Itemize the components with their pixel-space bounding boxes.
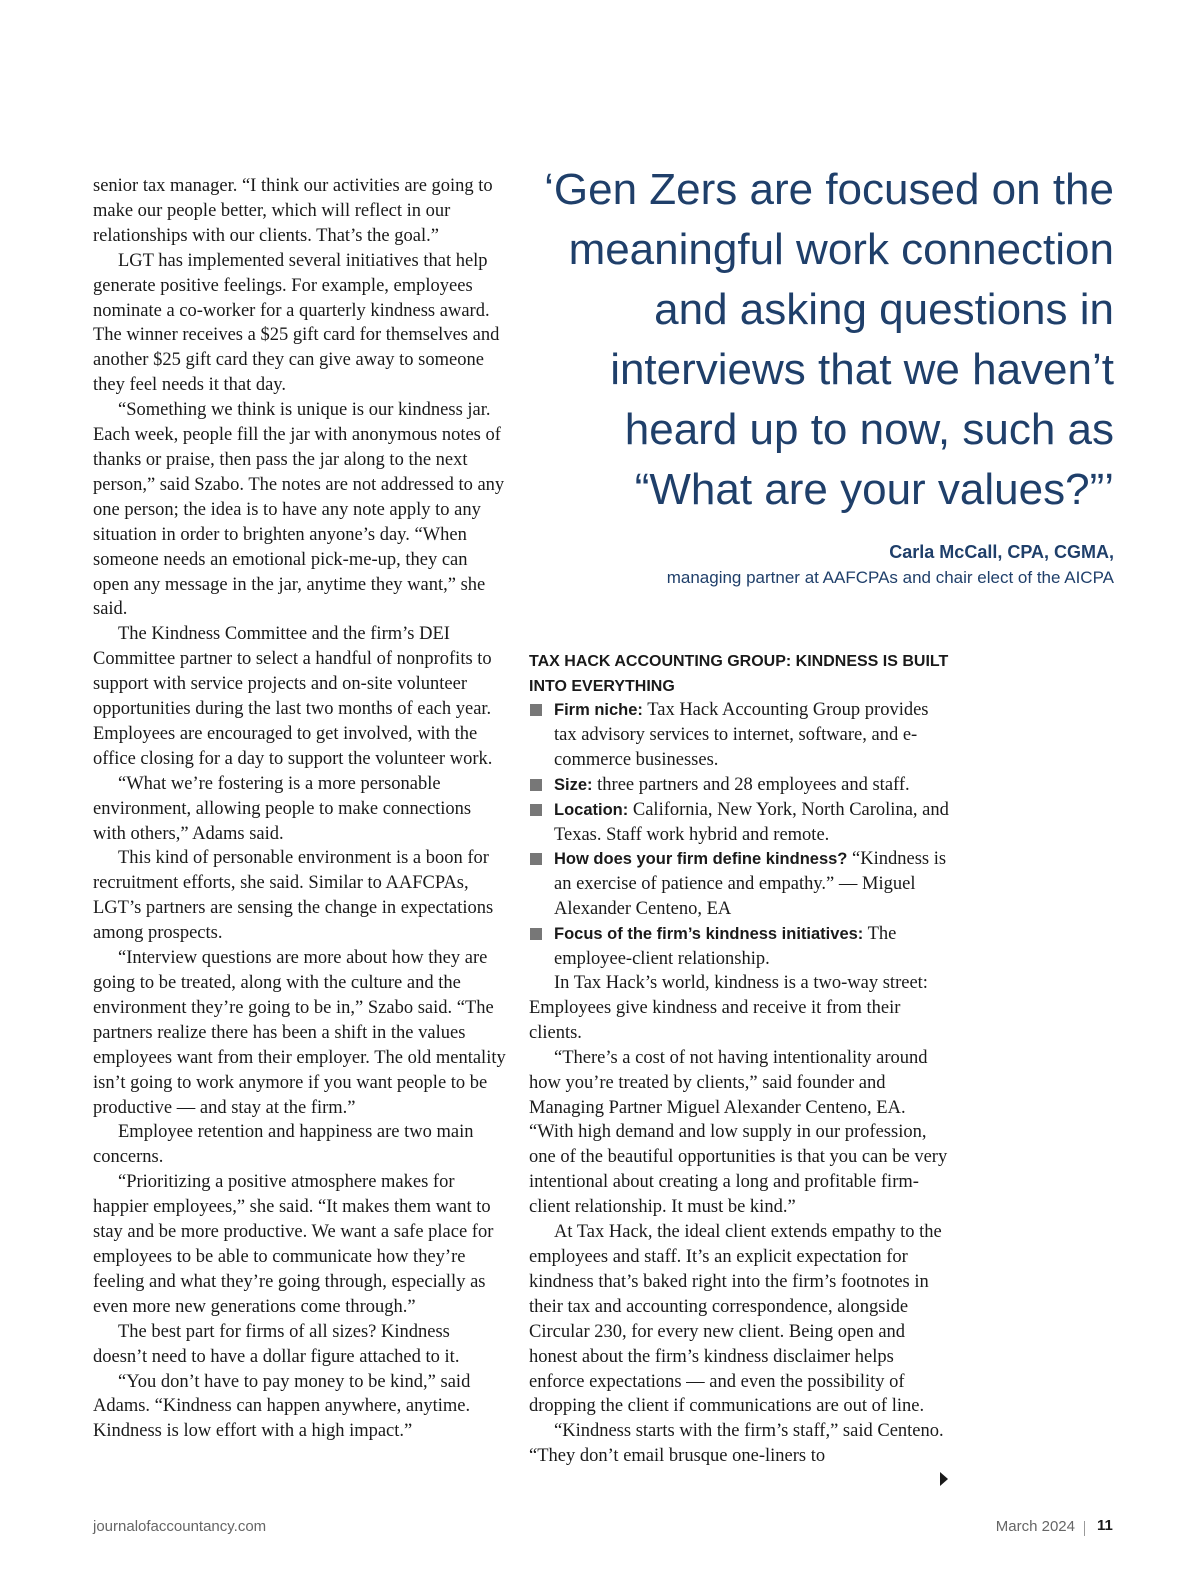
fact-item: [529, 698, 949, 773]
footer-date: March 2024: [995, 1518, 1075, 1535]
fact-label: How does your firm define kindness?: [554, 850, 848, 869]
fact-item: [529, 798, 949, 848]
fact-label: Location:: [554, 800, 629, 819]
fact-item: [529, 847, 949, 922]
paragraph: “Kindness starts with the firm’s staff,” said Centeno. “They don’t email brusque one-liners to: [529, 1421, 944, 1467]
fact-text: California, New York, North Carolina, and Texas. Staff work hybrid and remote.: [554, 799, 949, 845]
firm-facts-list: [529, 698, 949, 972]
fact-label: Size:: [554, 775, 593, 794]
sidebar-heading: TAX HACK ACCOUNTING GROUP: KINDNESS IS BUILT INTO EVERYTHING: [529, 653, 949, 695]
square-bullet-icon: [530, 779, 542, 791]
paragraph: In Tax Hack’s world, kindness is a two-way street: Employees give kindness and receive it from their clients.: [529, 973, 928, 1043]
right-column-body: [529, 971, 949, 1469]
paragraph: The best part for firms of all sizes? Kindness doesn’t need to have a dollar figure attached to it.: [93, 1321, 460, 1367]
paragraph: The Kindness Committee and the firm’s DEI Committee partner to select a handful of nonprofits to support with service projects and on-site volunteer opportunities during the last two months of each year. Employees are encouraged to get involved, with the office closing for a day to support the volunteer work.: [93, 624, 493, 769]
paragraph: LGT has implemented several initiatives that help generate positive feelings. For example, employees nominate a co-worker for a quarterly kindness award. The winner receives a $25 gift card for themselves and another $25 gift card they can give away to someone they feel needs it that day.: [93, 250, 500, 396]
fact-text: “Kindness is an exercise of patience and empathy.” — Miguel Alexander Centeno, EA: [554, 849, 947, 920]
left-column: [93, 174, 507, 1444]
square-bullet-icon: [530, 928, 542, 940]
square-bullet-icon: [530, 804, 542, 816]
paragraph: “Interview questions are more about how they are going to be treated, along with the culture and the environment they’re going to be in,” Szabo said. “The partners realize there has been a shift in the values employees want from their employer. The old mentality isn’t going to work anymore if you want people to be productive — and stay at the firm.”: [93, 948, 506, 1118]
square-bullet-icon: [530, 704, 542, 716]
continue-arrow-icon: [940, 1472, 948, 1486]
square-bullet-icon: [530, 853, 542, 865]
pull-quote-attribution-role: managing partner at AAFCPAs and chair elect of the AICPA: [666, 568, 1114, 587]
pull-quote-attribution-name: Carla McCall, CPA, CGMA,: [889, 542, 1114, 562]
fact-text: The employee-client relationship.: [554, 924, 897, 970]
paragraph: This kind of personable environment is a boon for recruitment efforts, she said. Similar to AAFCPAs, LGT’s partners are sensing the change in expectations among prospects.: [93, 848, 494, 944]
paragraph: “There’s a cost of not having intentionality around how you’re treated by clients,” said founder and Managing Partner Miguel Alexander Centeno, EA. “With high demand and low supply in our profession, one of the beautiful opportunities is that you can be very intentional about creating a long and profitable firm-client relationship. It must be kind.”: [529, 1047, 948, 1218]
paragraph: “Prioritizing a positive atmosphere makes for happier employees,” she said. “It makes them want to stay and be more productive. We want a safe place for employees to be able to communicate how they’re feeling and what they’re going through, especially as even more new generations come through.”: [93, 1172, 494, 1317]
fact-label: Focus of the firm’s kindness initiatives:: [554, 925, 864, 944]
paragraph: “Something we think is unique is our kindness jar. Each week, people fill the jar with anonymous notes of thanks or praise, then pass the jar along to the next person,” said Szabo. The notes are not addressed to any one person; the idea is to have any note apply to any situation in order to brighten anyone’s day. “When someone needs an emotional pick-me-up, they can open any message in the jar, anytime they want,” she said.: [93, 400, 505, 620]
fact-text: three partners and 28 employees and staff.: [592, 774, 910, 795]
footer-divider: [1084, 1521, 1085, 1536]
paragraph: At Tax Hack, the ideal client extends empathy to the employees and staff. It’s an explicit expectation for kindness that’s baked right into the firm’s footnotes in their tax and accounting correspondence, alongside Circular 230, for every new client. Being open and honest about the firm’s kindness disclaimer helps enforce expectations — and even the possibility of dropping the client if communications are out of line.: [529, 1222, 942, 1417]
footer-site: journalofaccountancy.com: [93, 1518, 267, 1535]
fact-item: [529, 773, 949, 798]
paragraph: “What we’re fostering is a more personable environment, allowing people to make connections with others,” Adams said.: [93, 773, 472, 844]
pull-quote: ‘Gen Zers are focused on the meaningful work connection and asking questions in interviews that we haven’t heard up to now, such as “What are your values?”’: [544, 165, 1114, 514]
paragraph: “You don’t have to pay money to be kind,” said Adams. “Kindness can happen anywhere, anytime. Kindness is low effort with a high impact.”: [93, 1371, 471, 1442]
paragraph: senior tax manager. “I think our activities are going to make our people better, which will reflect in our relationships with our clients. That’s the goal.”: [93, 176, 493, 246]
paragraph: Employee retention and happiness are two main concerns.: [93, 1122, 474, 1168]
fact-text: Tax Hack Accounting Group provides tax advisory services to internet, software, and e-commerce businesses.: [554, 700, 929, 770]
fact-label: Firm niche:: [554, 701, 643, 719]
fact-item: [529, 922, 949, 972]
page-number: 11: [1097, 1517, 1113, 1534]
